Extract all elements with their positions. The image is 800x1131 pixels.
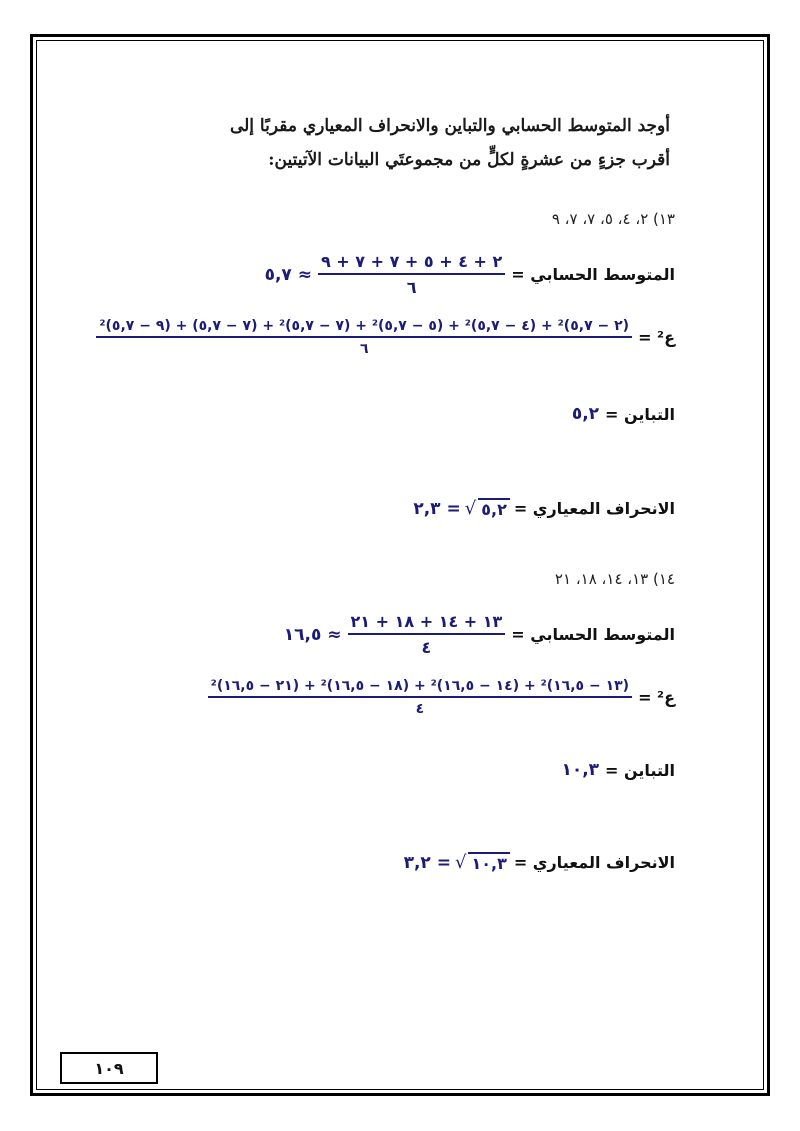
mean-denominator: ٦ <box>406 278 417 297</box>
mean-numerator: ١٣ + ١٤ + ١٨ + ٢١ <box>348 612 506 635</box>
mean-denominator: ٤ <box>421 638 432 657</box>
problem-13-variance-formula <box>96 318 675 357</box>
variance-fraction <box>208 678 632 717</box>
page-number: ١٠٩ <box>60 1052 158 1084</box>
problem-14-mean-row <box>284 612 675 657</box>
sd-label: الانحراف المعياري = <box>513 499 675 518</box>
page-border-inner <box>36 40 764 1090</box>
mean-label: المتوسط الحسابي = <box>511 625 675 644</box>
problem-13-sd-row <box>413 498 675 519</box>
variance-denominator: ٤ <box>415 701 425 717</box>
mean-result: ≈ ١٦,٥ <box>283 624 342 645</box>
problem-13-mean-row <box>265 252 675 297</box>
sd-result: = ٢,٣ <box>413 498 461 519</box>
sd-radicand: ١٠,٣ <box>468 852 509 873</box>
mean-result: ≈ ٥,٧ <box>264 264 312 285</box>
problem-13-variance-row <box>572 404 675 424</box>
variance-label: التباين = <box>605 404 675 424</box>
variance-value: ١٠,٣ <box>561 760 600 780</box>
variance-symbol: ع² = <box>638 688 675 707</box>
intro-line-2: أقرب جزءٍ من عشرةٍ لكلٍّ من مجموعتَي البيانات الآتيتين: <box>268 150 670 170</box>
variance-fraction <box>96 318 632 357</box>
sd-label: الانحراف المعياري = <box>513 853 675 872</box>
sd-result: = ٣,٢ <box>403 852 451 873</box>
mean-fraction <box>348 612 506 657</box>
variance-numerator: (٢ − ٥,٧)² + (٤ − ٥,٧)² + (٥ − ٥,٧)² + (٧ − ٥,٧)² + (٧ − ٥,٧) + (٩ − ٥,٧)² <box>96 318 632 338</box>
problem-14-variance-formula <box>208 678 675 717</box>
variance-denominator: ٦ <box>359 341 369 357</box>
sqrt-icon: √ <box>464 498 477 519</box>
variance-value: ٥,٢ <box>571 404 600 424</box>
mean-label: المتوسط الحسابي = <box>511 265 675 284</box>
problem-14-sd-row <box>404 852 675 873</box>
sqrt-icon: √ <box>454 852 467 873</box>
problem-14-statement: ١٤) ١٣، ١٤، ١٨، ٢١ <box>554 570 675 588</box>
problem-14-variance-row <box>561 760 675 780</box>
sd-radicand: ٥,٢ <box>478 498 510 519</box>
mean-fraction <box>318 252 505 297</box>
variance-numerator: (١٣ − ١٦,٥)² + (١٤ − ١٦,٥)² + (١٨ − ١٦,٥)² + (٢١ − ١٦,٥)² <box>208 678 632 698</box>
problem-13-statement: ١٣) ٢، ٤، ٥، ٧، ٧، ٩ <box>551 210 675 228</box>
variance-label: التباين = <box>605 760 675 780</box>
variance-symbol: ع² = <box>638 328 675 347</box>
mean-numerator: ٢ + ٤ + ٥ + ٧ + ٧ + ٩ <box>318 252 505 275</box>
intro-line-1: أوجد المتوسط الحسابي والتباين والانحراف المعياري مقربًا إلى <box>229 116 670 136</box>
